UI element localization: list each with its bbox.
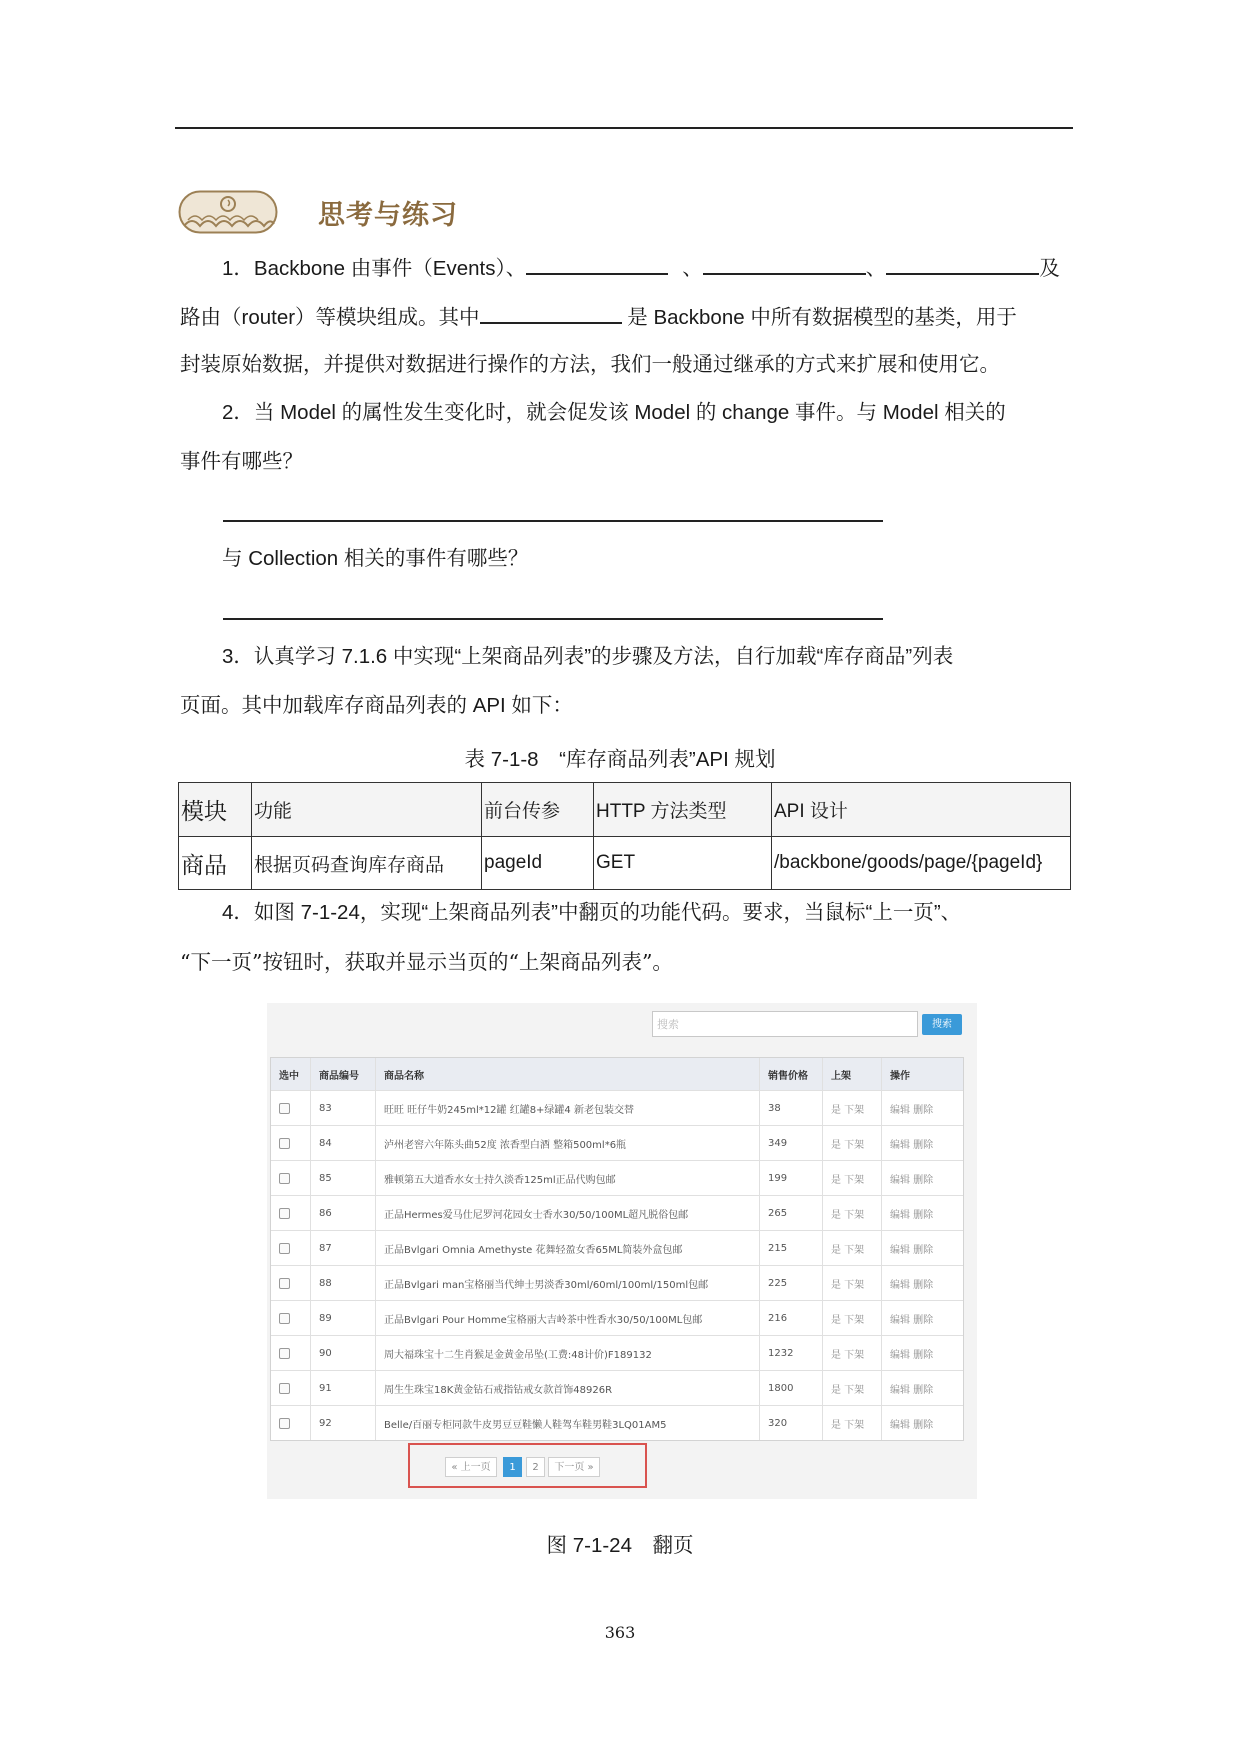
goods-name-cell: 周大福珠宝十二生肖猴足金黄金吊坠(工费:48计价)F189132 (376, 1336, 760, 1370)
shelf-status-link[interactable]: 是 下架 (823, 1231, 882, 1265)
edit-delete-links[interactable]: 编辑 删除 (890, 1314, 934, 1326)
goods-name-cell: 周生生珠宝18K黄金钻石戒指钻戒女款首饰48926R (376, 1371, 760, 1405)
search-button[interactable]: 搜索 (922, 1014, 962, 1035)
row-checkbox[interactable] (279, 1278, 290, 1289)
q1-sep-1: 、 (682, 257, 703, 280)
prev-page-button[interactable]: « 上一页 (445, 1457, 497, 1477)
answer-line-1 (223, 520, 883, 522)
shelf-status-link[interactable]: 是 下架 (823, 1406, 882, 1440)
shelf-status-link[interactable]: 是 下架 (823, 1266, 882, 1300)
goods-price-cell: 1800 (760, 1371, 823, 1405)
q4-line-2: “下一页”按钮时，获取并显示当页的“上架商品列表”。 (180, 950, 673, 974)
api-table-cell: /backbone/goods/page/{pageId} (772, 837, 1071, 890)
col-header: 上架 (823, 1058, 882, 1090)
api-table-header-row (179, 783, 1071, 837)
goods-name-cell: 旺旺 旺仔牛奶245ml*12罐 红罐8+绿罐4 新老包装交替 (376, 1091, 760, 1125)
page-2-button[interactable]: 2 (526, 1457, 545, 1477)
table-caption: 表 7-1-8 “库存商品列表”API 规划 (464, 748, 776, 771)
row-checkbox[interactable] (279, 1418, 290, 1429)
row-checkbox[interactable] (279, 1243, 290, 1254)
edit-delete-links[interactable]: 编辑 删除 (890, 1139, 934, 1151)
api-table-cell: 商品 (179, 837, 252, 890)
shelf-status-link[interactable]: 是 下架 (823, 1301, 882, 1335)
figure-caption: 图 7-1-24 翻页 (546, 1534, 694, 1557)
goods-id-cell: 84 (311, 1126, 376, 1160)
edit-delete-links[interactable]: 编辑 删除 (890, 1419, 934, 1431)
row-checkbox[interactable] (279, 1383, 290, 1394)
edit-delete-links[interactable]: 编辑 删除 (890, 1279, 934, 1291)
q1-line-1 (222, 255, 1112, 281)
goods-price-cell: 320 (760, 1406, 823, 1440)
q3-line-2: 页面。其中加载库存商品列表的 API 如下： (180, 694, 573, 717)
goods-id-cell: 90 (311, 1336, 376, 1370)
row-checkbox[interactable] (279, 1103, 290, 1114)
api-table-header-cell: 模块 (179, 783, 252, 837)
row-select-cell (271, 1126, 311, 1160)
q1-blank-1 (526, 255, 668, 275)
row-select-cell (271, 1196, 311, 1230)
row-select-cell (271, 1371, 311, 1405)
row-checkbox[interactable] (279, 1138, 290, 1149)
api-table-cell: 根据页码查询库存商品 (252, 837, 482, 890)
goods-price-cell: 225 (760, 1266, 823, 1300)
q2-line-2: 事件有哪些？ (180, 449, 303, 473)
section-heading (178, 190, 458, 234)
col-header: 商品名称 (376, 1058, 760, 1090)
pager-highlight (408, 1443, 647, 1488)
q1-line-3: 封装原始数据，并提供对数据进行操作的方法，我们一般通过继承的方式来扩展和使用它。 (180, 352, 1000, 376)
api-table-row (179, 837, 1071, 890)
header-rule (175, 127, 1073, 129)
row-checkbox[interactable] (279, 1348, 290, 1359)
table-row (271, 1371, 963, 1406)
goods-id-cell: 86 (311, 1196, 376, 1230)
row-select-cell (271, 1301, 311, 1335)
goods-id-cell: 89 (311, 1301, 376, 1335)
q1-line-2 (180, 304, 1070, 330)
q1-blank-2 (703, 255, 866, 275)
shelf-status-link[interactable]: 是 下架 (823, 1196, 882, 1230)
q1-text-end: 及 (1039, 257, 1060, 280)
shelf-status-link[interactable]: 是 下架 (823, 1336, 882, 1370)
goods-price-cell: 265 (760, 1196, 823, 1230)
goods-id-cell: 85 (311, 1161, 376, 1195)
row-checkbox[interactable] (279, 1208, 290, 1219)
col-header: 销售价格 (760, 1058, 823, 1090)
table-row (271, 1091, 963, 1126)
table-row (271, 1126, 963, 1161)
api-table-header-cell: 功能 (252, 783, 482, 837)
shelf-status-link[interactable]: 是 下架 (823, 1091, 882, 1125)
answer-line-2 (223, 618, 883, 620)
edit-delete-links[interactable]: 编辑 删除 (890, 1209, 934, 1221)
goods-name-cell: 正品Bvlgari man宝格丽当代绅士男淡香30ml/60ml/100ml/150ml包邮 (376, 1266, 760, 1300)
q1-sep-2: 、 (865, 257, 887, 280)
q2-line-1: 2．当 Model 的属性发生变化时，就会促发该 Model 的 change 事件。与 Model 相关的 (222, 401, 1006, 424)
row-select-cell (271, 1266, 311, 1300)
edit-delete-links[interactable]: 编辑 删除 (890, 1349, 934, 1361)
table-row (271, 1301, 963, 1336)
goods-name-cell: 泸州老窖六年陈头曲52度 浓香型白酒 整箱500ml*6瓶 (376, 1126, 760, 1160)
figure-screenshot (267, 1003, 977, 1499)
table-row (271, 1231, 963, 1266)
goods-price-cell: 199 (760, 1161, 823, 1195)
api-table-cell: GET (594, 837, 772, 890)
row-select-cell (271, 1336, 311, 1370)
goods-id-cell: 83 (311, 1091, 376, 1125)
q1-blank-4 (480, 304, 622, 324)
goods-price-cell: 215 (760, 1231, 823, 1265)
goods-table-header (271, 1058, 963, 1091)
edit-delete-links[interactable]: 编辑 删除 (890, 1384, 934, 1396)
edit-delete-links[interactable]: 编辑 删除 (890, 1104, 934, 1116)
table-row (271, 1161, 963, 1196)
table-row (271, 1406, 963, 1440)
table-row (271, 1336, 963, 1371)
edit-delete-links[interactable]: 编辑 删除 (890, 1174, 934, 1186)
col-header: 选中 (271, 1058, 311, 1090)
shelf-status-link[interactable]: 是 下架 (823, 1161, 882, 1195)
col-header: 商品编号 (311, 1058, 376, 1090)
q4-line-1: 4．如图 7-1-24，实现“上架商品列表”中翻页的功能代码。要求，当鼠标“上一页”、 (222, 901, 962, 924)
edit-delete-links[interactable]: 编辑 删除 (890, 1244, 934, 1256)
section-title: 思考与练习 (318, 199, 458, 231)
q1-text-b2: 是 Backbone 中所有数据模型的基类，用于 (621, 306, 1017, 329)
row-select-cell (271, 1091, 311, 1125)
goods-price-cell: 1232 (760, 1336, 823, 1370)
page-1-button[interactable]: 1 (503, 1457, 522, 1477)
row-select-cell (271, 1406, 311, 1440)
goods-name-cell: 正品Bvlgari Pour Homme宝格丽大吉岭茶中性香水30/50/100ML包邮 (376, 1301, 760, 1335)
goods-id-cell: 91 (311, 1371, 376, 1405)
goods-price-cell: 38 (760, 1091, 823, 1125)
row-select-cell (271, 1161, 311, 1195)
goods-price-cell: 349 (760, 1126, 823, 1160)
col-header: 操作 (890, 1070, 910, 1082)
goods-table (270, 1057, 964, 1441)
api-table-header-cell: 前台传参 (482, 783, 594, 837)
q1-text-a: 1．Backbone 由事件（Events）、 (222, 257, 527, 280)
goods-id-cell: 87 (311, 1231, 376, 1265)
api-table-cell: pageId (482, 837, 594, 890)
api-table-header-cell: API 设计 (772, 783, 1071, 837)
table-row (271, 1196, 963, 1231)
cloud-badge-icon (178, 190, 278, 234)
goods-id-cell: 88 (311, 1266, 376, 1300)
goods-name-cell: Belle/百丽专柜同款牛皮男豆豆鞋懒人鞋驾车鞋男鞋3LQ01AM5 (376, 1406, 760, 1440)
table-row (271, 1266, 963, 1301)
goods-id-cell: 92 (311, 1406, 376, 1440)
next-page-button[interactable]: 下一页 » (548, 1457, 600, 1477)
q1-text-b1: 路由（router）等模块组成。其中 (180, 306, 480, 329)
api-table-header-cell: HTTP 方法类型 (594, 783, 772, 837)
q2-line-3: 与 Collection 相关的事件有哪些？ (222, 547, 529, 570)
goods-name-cell: 正品Hermes爱马仕尼罗河花园女士香水30/50/100ML超凡脱俗包邮 (376, 1196, 760, 1230)
q3-line-1: 3．认真学习 7.1.6 中实现“上架商品列表”的步骤及方法，自行加载“库存商品”列表 (222, 645, 954, 668)
goods-name-cell: 正品Bvlgari Omnia Amethyste 花舞轻盈女香65ML简装外盒包邮 (376, 1231, 760, 1265)
shelf-status-link[interactable]: 是 下架 (823, 1126, 882, 1160)
row-checkbox[interactable] (279, 1173, 290, 1184)
q1-blank-3 (886, 255, 1039, 275)
row-checkbox[interactable] (279, 1313, 290, 1324)
goods-price-cell: 216 (760, 1301, 823, 1335)
goods-name-cell: 雅顿第五大道香水女士持久淡香125ml正品代购包邮 (376, 1161, 760, 1195)
page-number: 363 (604, 1623, 636, 1642)
shelf-status-link[interactable]: 是 下架 (823, 1371, 882, 1405)
row-select-cell (271, 1231, 311, 1265)
search-input[interactable]: 搜索 (652, 1011, 918, 1037)
api-table (178, 782, 1071, 890)
